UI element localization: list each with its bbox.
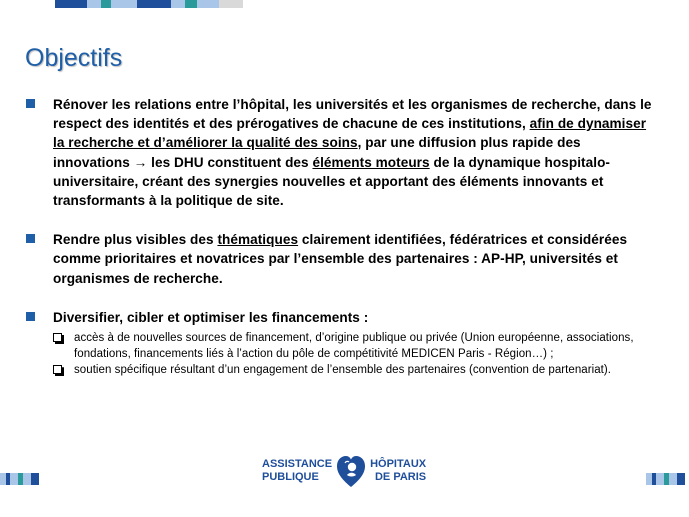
sub-bullet-item: soutien spécifique résultant d’un engagement de l’ensemble des partenaires (convention de partenariat). xyxy=(51,363,656,379)
bullet-item: Diversifier, cibler et optimiser les financements : accès à de nouvelles sources de financement, d’origine publique ou privée (Union européenne, associations, fondations, financements liés à l’action du pôle de compétitivité MEDICEN Paris - Région…) ; soutien spécifique résultant d’un engagement de l’ensemble des partenaires (convention de partenariat). xyxy=(26,308,656,379)
arrow-right-icon: → xyxy=(133,154,148,170)
top-decorative-bar xyxy=(55,0,243,8)
bullet-item: Rénover les relations entre l’hôpital, les universités et les organismes de recherche, dans le respect des identités et des prérogatives de chacune de ces institutions, afin de dynamiser la recherche et d’améliorer la qualité des soins, par une diffusion plus rapide des innovations → les DHU constituent des éléments moteurs de la dynamique hospitalo-universitaire, créant des synergies nouvelles et apportant des éléments innovants et transformants à la politique de site. xyxy=(26,95,656,210)
square-bullet-icon xyxy=(26,312,35,321)
logo-right-text: HÔPITAUX DE PARIS xyxy=(370,458,427,483)
logo-left-text: ASSISTANCE PUBLIQUE xyxy=(262,458,333,483)
checkbox-bullet-icon xyxy=(53,365,62,374)
slide-title: Objectifs xyxy=(25,44,123,72)
square-bullet-icon xyxy=(26,234,35,243)
bullet-list xyxy=(26,95,656,379)
bottom-right-decorative-bar xyxy=(646,473,685,485)
aphp-logo xyxy=(262,452,427,490)
bullet-item: Rendre plus visibles des thématiques clairement identifiées, fédératrices et considérées comme prioritaires et novatrices par l’ensemble des partenaires : AP-HP, universités et organismes de recherche. xyxy=(26,230,656,288)
square-bullet-icon xyxy=(26,99,35,108)
checkbox-bullet-icon xyxy=(53,333,62,342)
heart-logo-icon xyxy=(336,453,366,489)
sub-bullet-list xyxy=(51,331,656,379)
bottom-left-decorative-bar xyxy=(0,473,39,485)
sub-bullet-item: accès à de nouvelles sources de financement, d’origine publique ou privée (Union européenne, associations, fondations, financements liés à l’action du pôle de compétitivité MEDICEN Paris - Région…) ; xyxy=(51,331,656,362)
